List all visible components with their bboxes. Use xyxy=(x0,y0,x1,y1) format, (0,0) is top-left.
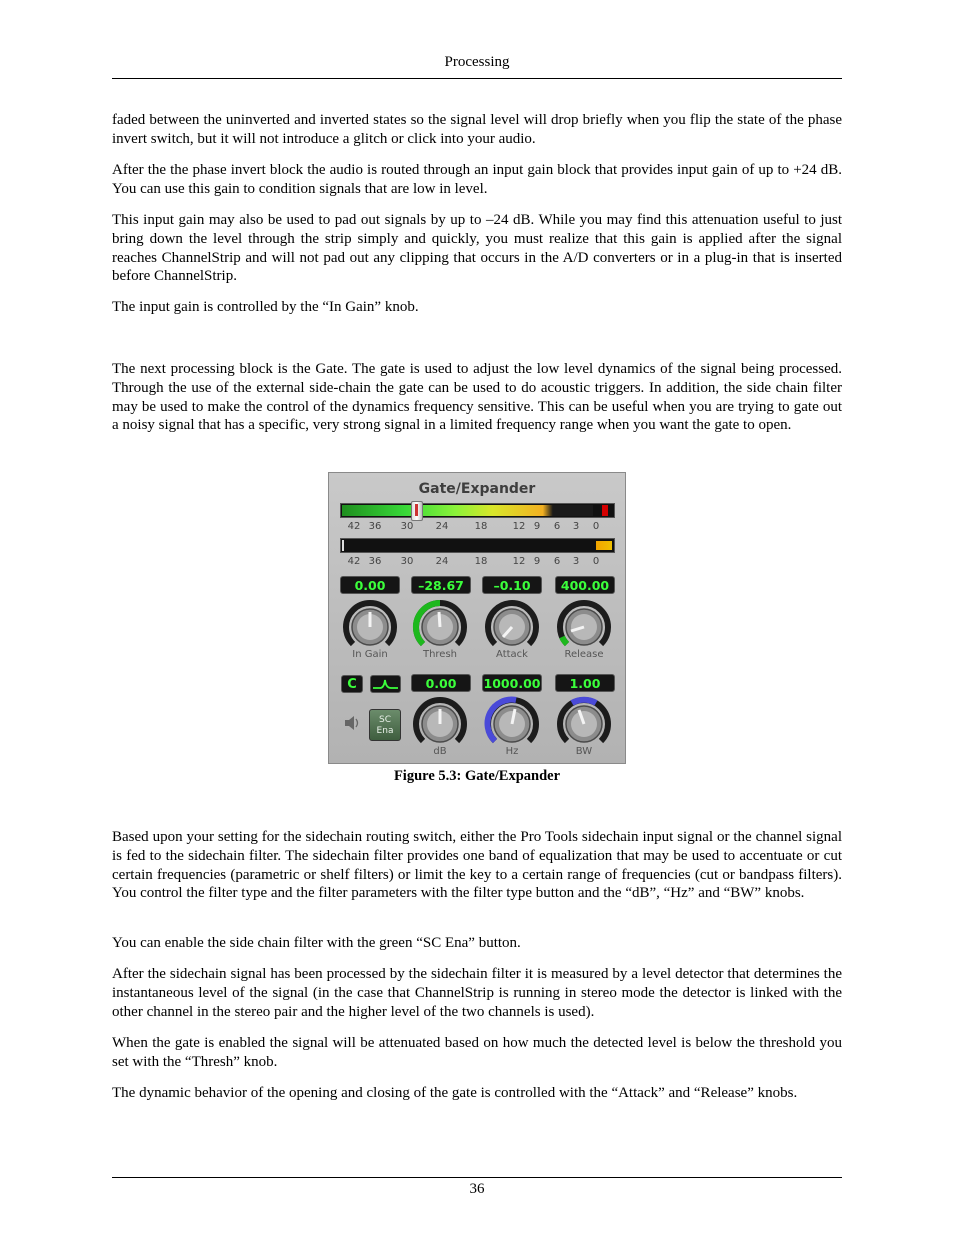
bw-readout[interactable]: 1.00 xyxy=(555,674,615,692)
paragraph: After the the phase invert block the audio is routed through an input gain block that provides input gain of up to +24 dB. You can use this gain to condition signals that are low in level. xyxy=(112,162,842,197)
meter-scale-bottom: 42 36 30 24 18 12 9 6 3 0 xyxy=(347,556,600,567)
paragraph: The input gain is controlled by the “In Gain” knob. xyxy=(112,299,419,315)
figure-caption: Figure 5.3: Gate/Expander xyxy=(393,768,561,784)
input-level-meter xyxy=(340,503,615,518)
running-header: Processing xyxy=(444,54,510,70)
db-label: dB xyxy=(433,746,447,757)
in-gain-label: In Gain xyxy=(352,649,388,660)
bw-label: BW xyxy=(575,746,593,757)
gate-expander-plugin xyxy=(328,472,626,764)
paragraph: After the sidechain signal has been processed by the sidechain filter it is measured by a level detector that determines the instantaneous level of the signal (in the case that ChannelStrip is running in stereo mode the detector is linked with the other channel in the stereo pair and the higher level of the two channels is used). xyxy=(112,966,842,1020)
paragraph: When the gate is enabled the signal will be attenuated based on how much the detected level is below the threshold you set with the “Thresh” knob. xyxy=(112,1035,842,1070)
plugin-title: Gate/Expander xyxy=(418,481,536,497)
hz-readout[interactable]: 1000.00 xyxy=(483,676,541,691)
db-readout[interactable]: 0.00 xyxy=(411,674,471,692)
hz-label: Hz xyxy=(505,746,519,757)
attack-knob[interactable] xyxy=(484,599,540,655)
release-knob[interactable] xyxy=(556,599,612,655)
header-rule xyxy=(112,78,842,79)
filter-type-button[interactable] xyxy=(370,675,401,693)
in-gain-readout[interactable]: 0.00 xyxy=(340,576,400,594)
paragraph: faded between the uninverted and inverted states so the signal level will drop briefly when you flip the state of the phase invert switch, but it will not introduce a glitch or click into your audio. xyxy=(112,112,842,147)
speaker-icon[interactable] xyxy=(343,713,361,733)
page-number: 36 xyxy=(469,1181,485,1197)
hz-knob[interactable] xyxy=(484,696,540,752)
paragraph: You can enable the side chain filter with the green “SC Ena” button. xyxy=(112,935,521,951)
paragraph: The next processing block is the Gate. The gate is used to adjust the low level dynamics of the signal being processed. Through the use of the external side-chain the gate can be used to do acoustic triggers. In addition, the side chain filter may be used to make the control of the dynamics frequency sensitive. This can be useful when you are trying to gate out a noisy signal that has a specific, very strong signal in a limited frequency range when you want the gate to open. xyxy=(112,361,842,434)
paragraph: The dynamic behavior of the opening and closing of the gate is controlled with the “Attack” and “Release” knobs. xyxy=(112,1085,798,1101)
db-knob[interactable] xyxy=(412,696,468,752)
in-gain-knob[interactable] xyxy=(342,599,398,655)
release-label: Release xyxy=(564,649,604,660)
gain-reduction-meter xyxy=(340,538,615,553)
footer-rule xyxy=(112,1177,842,1178)
thresh-knob[interactable] xyxy=(412,599,468,655)
sc-ena-button[interactable]: SC Ena xyxy=(369,709,401,741)
attack-readout[interactable]: –0.10 xyxy=(482,576,542,594)
release-readout[interactable]: 400.00 xyxy=(555,576,615,594)
meter-scale-top: 42 36 30 24 18 12 9 6 3 0 xyxy=(347,521,600,532)
threshold-marker[interactable] xyxy=(411,501,423,521)
paragraph: Based upon your setting for the sidechain routing switch, either the Pro Tools sidechain input signal or the channel signal is fed to the sidechain filter. The sidechain filter provides one band of equalization that may be used to accentuate or cut certain frequencies (parametric or shelf filters) or limit the key to a certain range of frequencies (cut or bandpass filters). You control the filter type and the filter parameters with the filter type button and the “dB”, “Hz” and “BW” knobs. xyxy=(112,829,842,902)
bw-knob[interactable] xyxy=(556,696,612,752)
attack-label: Attack xyxy=(496,649,528,660)
paragraph: This input gain may also be used to pad out signals by up to –24 dB. While you may find this attenuation useful to just bring down the level through the strip simply and quickly, you must realize that this gain is applied after the signal reaches ChannelStrip and will not pad out any clipping that occurs in the A/D converters or in a plug-in that is inserted before ChannelStrip. xyxy=(112,212,842,285)
thresh-readout[interactable]: –28.67 xyxy=(411,576,471,594)
thresh-label: Thresh xyxy=(422,649,458,660)
sidechain-routing-button[interactable]: C xyxy=(341,675,363,693)
bandpass-filter-icon xyxy=(371,676,400,692)
